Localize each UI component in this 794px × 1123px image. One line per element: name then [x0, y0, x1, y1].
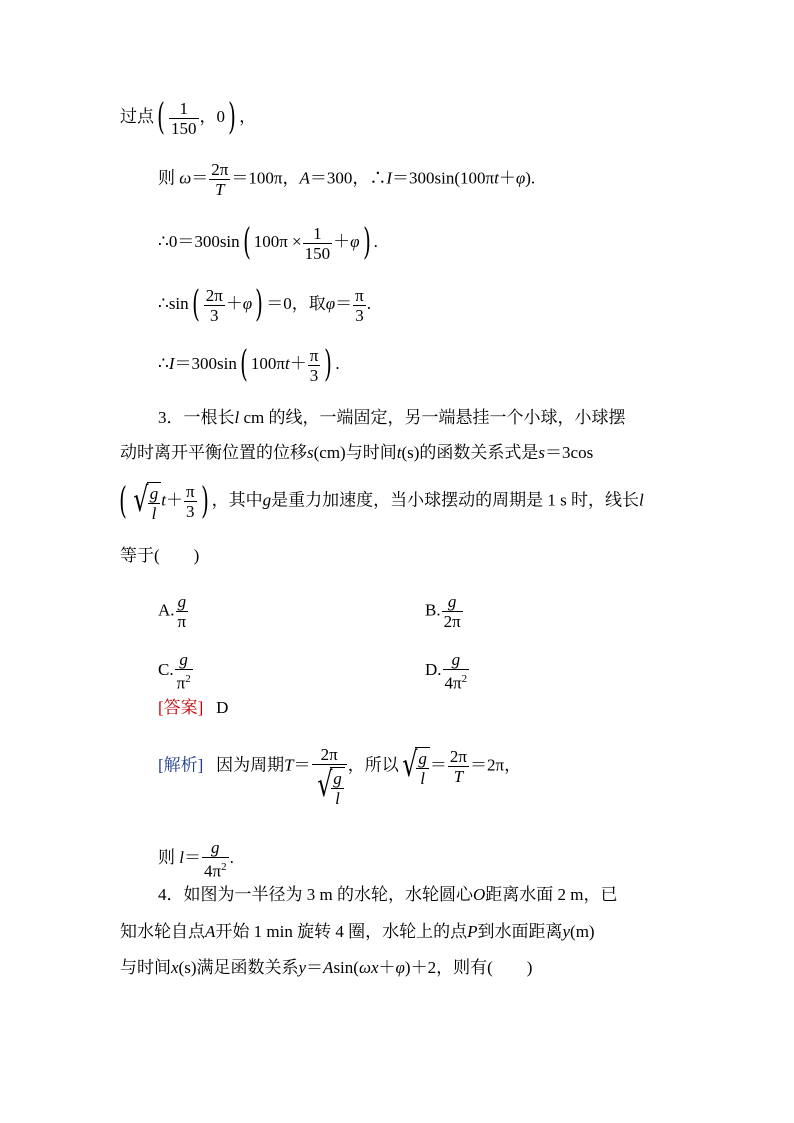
text: 动时离开平衡位置的位移 — [120, 443, 307, 462]
symbol: s — [538, 443, 546, 462]
text: ，其中 — [211, 490, 263, 510]
symbol: s — [307, 443, 314, 462]
symbol: I — [386, 168, 393, 188]
fraction — [308, 346, 321, 385]
fraction — [416, 749, 429, 788]
text: 4．如图为一半径为 3 m 的水轮，水轮圆心 — [158, 885, 473, 904]
numerator: 1 — [303, 224, 333, 244]
denominator: T — [453, 767, 464, 786]
denominator: 2π — [443, 612, 461, 631]
symbol: I — [168, 353, 175, 373]
fraction — [331, 769, 344, 808]
radical-sign: √ — [401, 745, 418, 785]
fraction — [176, 592, 189, 631]
symbol: t — [396, 443, 402, 462]
denominator: π — [212, 861, 222, 881]
explanation-line — [158, 745, 521, 808]
radical-sign: √ — [133, 480, 149, 520]
text: ). — [525, 168, 536, 188]
text: 到水面距离 — [477, 922, 563, 941]
left-paren: ( — [191, 284, 200, 325]
denominator: π — [176, 673, 186, 693]
text: sin( — [333, 958, 359, 977]
symbol: φ — [395, 958, 405, 977]
symbol: A — [323, 958, 334, 977]
text: (s)满足函数关系 — [178, 958, 299, 977]
left-paren: ( — [240, 344, 248, 385]
numerator: 2π — [449, 747, 467, 766]
text: 因为周期 — [216, 755, 285, 775]
fraction — [448, 747, 469, 786]
text: 则 — [158, 168, 180, 188]
text: ＝ — [183, 848, 201, 868]
denominator: 150 — [304, 243, 331, 263]
option-d — [425, 650, 470, 693]
text: ＝300sin(100π — [392, 168, 495, 188]
symbol: l — [179, 848, 184, 868]
text: ＝ — [335, 293, 353, 313]
symbol: φ — [350, 231, 360, 251]
exponent: 2 — [221, 861, 227, 873]
text: (m) — [570, 922, 595, 941]
option-a — [158, 592, 189, 631]
denominator: T — [215, 180, 225, 199]
fraction — [202, 838, 229, 881]
numerator: g — [333, 769, 342, 788]
symbol: x — [171, 958, 179, 977]
line-omega — [158, 160, 535, 199]
symbol: ω — [358, 958, 371, 977]
fraction — [303, 224, 333, 263]
right-paren: ) — [362, 222, 371, 263]
text: ， — [239, 106, 257, 126]
text: ∴sin — [158, 293, 189, 313]
denominator: 150 — [171, 118, 197, 138]
symbol: t — [494, 168, 499, 188]
line-sin — [158, 285, 371, 325]
text: cm 的线，一端固定，另一端悬挂一个小球，小球摆 — [239, 408, 626, 427]
denominator: π — [453, 673, 462, 693]
text: 3．一根长 — [158, 408, 235, 427]
l-result-line — [158, 838, 234, 881]
q4-line-3 — [120, 958, 532, 978]
text: 知水轮自点 — [120, 922, 205, 941]
fraction — [204, 286, 225, 325]
radical-sign: √ — [316, 765, 332, 805]
denominator: π — [177, 612, 187, 631]
symbol: y — [298, 958, 307, 977]
text: ＋ — [378, 958, 396, 977]
text: ∴ — [158, 353, 169, 373]
text: ＝0，取 — [266, 293, 326, 313]
option-label: C. — [158, 660, 174, 680]
answer-label: [答案] — [158, 698, 204, 717]
line-point — [120, 98, 256, 138]
numerator: g — [442, 592, 463, 612]
fraction — [209, 160, 230, 199]
text: 是重力加速度，当小球摆动的周期是 1 s 时，线长 — [271, 490, 639, 510]
symbol: T — [284, 755, 294, 775]
text: ＝ — [306, 958, 324, 977]
text: 开始 1 min 旋转 4 圈，水轮上的点 — [215, 922, 468, 941]
text: (s)的函数关系式是 — [401, 443, 539, 462]
text: . — [229, 848, 234, 868]
text: ＋ — [498, 168, 516, 188]
symbol: φ — [515, 168, 526, 188]
text: 距离水面 2 m，已 — [485, 885, 618, 904]
text: ＝100π， — [231, 168, 300, 188]
q3-line-1 — [158, 408, 626, 428]
symbol: P — [467, 922, 478, 941]
option-label: D. — [425, 660, 442, 680]
fraction — [312, 745, 347, 808]
option-label: A. — [158, 600, 175, 620]
text: ＝ — [191, 168, 209, 188]
numerator: 2π — [211, 160, 229, 179]
right-paren: ) — [324, 344, 333, 385]
answer-value: D — [216, 698, 229, 717]
text: ＝ — [293, 755, 311, 775]
text: 过点 — [120, 106, 154, 126]
fraction — [184, 482, 197, 521]
denominator: 3 — [186, 502, 195, 521]
fraction — [353, 286, 366, 325]
numerator: 1 — [169, 99, 199, 119]
symbol: l — [638, 490, 644, 510]
symbol: A — [205, 922, 216, 941]
fraction — [175, 650, 193, 693]
symbol: φ — [325, 293, 336, 313]
text: . — [335, 353, 340, 373]
q3-line-3 — [116, 480, 644, 523]
numerator: g — [149, 484, 159, 503]
text: 与时间 — [120, 958, 171, 977]
line-result — [158, 345, 340, 385]
sqrt — [314, 765, 345, 808]
text: ，0 — [199, 106, 226, 126]
symbol: ω — [179, 168, 192, 188]
right-paren: ) — [200, 480, 209, 522]
explanation-label: [解析] — [158, 755, 204, 775]
denominator: l — [420, 769, 425, 788]
q3-line-4 — [120, 546, 199, 566]
q4-line-2 — [120, 922, 595, 942]
symbol: φ — [242, 293, 253, 313]
numerator: π — [185, 482, 195, 501]
text: 则 — [158, 848, 180, 868]
denominator: 3 — [309, 365, 319, 385]
text: ＝300sin — [174, 353, 237, 373]
text: . — [373, 231, 378, 251]
text: . — [366, 293, 371, 313]
text: ∴0＝300sin — [158, 231, 240, 251]
fraction — [442, 592, 463, 631]
text: ＝300，∴ — [309, 168, 387, 188]
sqrt — [399, 745, 430, 788]
text: ，所以 — [347, 755, 399, 775]
symbol: y — [562, 922, 571, 941]
numerator: π — [309, 345, 319, 365]
answer-line — [158, 698, 228, 718]
symbol: t — [284, 353, 290, 373]
numerator: g — [202, 838, 229, 858]
sqrt — [130, 480, 161, 523]
q4-line-1 — [158, 885, 618, 905]
numerator: g — [418, 749, 427, 768]
numerator: g — [175, 650, 193, 670]
denominator: 4 — [444, 673, 454, 693]
symbol: l — [234, 408, 240, 427]
right-paren: ) — [255, 284, 264, 325]
text: 100π × — [253, 231, 302, 251]
right-paren: ) — [228, 97, 236, 138]
fraction — [443, 650, 470, 693]
text: ＝3cos — [545, 443, 594, 462]
symbol: g — [262, 490, 272, 510]
denominator: l — [151, 504, 157, 523]
fraction — [169, 99, 199, 138]
option-b — [425, 592, 464, 631]
text: ＝ — [429, 755, 447, 775]
text: ＋ — [165, 490, 183, 510]
denominator: l — [335, 789, 340, 808]
exponent: 2 — [185, 673, 191, 685]
text: ＋ — [225, 293, 243, 313]
left-paren: ( — [242, 222, 251, 263]
text: ＋ — [333, 231, 351, 251]
left-paren: ( — [119, 480, 127, 522]
denominator: 3 — [355, 305, 364, 325]
text: 等于( ) — [120, 546, 200, 565]
symbol: t — [161, 490, 166, 510]
text: ＝2π， — [469, 755, 522, 775]
exponent: 2 — [461, 673, 468, 685]
symbol: x — [370, 958, 379, 977]
symbol: A — [299, 168, 310, 188]
denominator: 3 — [210, 305, 219, 325]
numerator: g — [176, 592, 189, 612]
option-label: B. — [425, 600, 441, 620]
line-zero — [158, 223, 378, 263]
fraction — [148, 484, 161, 523]
numerator: g — [443, 650, 470, 670]
text: (cm)与时间 — [313, 443, 397, 462]
numerator: 2π — [312, 745, 347, 765]
option-c — [158, 650, 194, 693]
left-paren: ( — [157, 97, 165, 138]
text: ＋ — [289, 353, 307, 373]
numerator: 2π — [205, 285, 223, 305]
symbol: O — [472, 885, 486, 904]
q3-line-2 — [120, 443, 593, 463]
denominator: 4 — [203, 861, 213, 881]
numerator: π — [355, 285, 364, 305]
text: 100π — [250, 353, 285, 373]
text: )＋2，则有( ) — [404, 958, 533, 977]
